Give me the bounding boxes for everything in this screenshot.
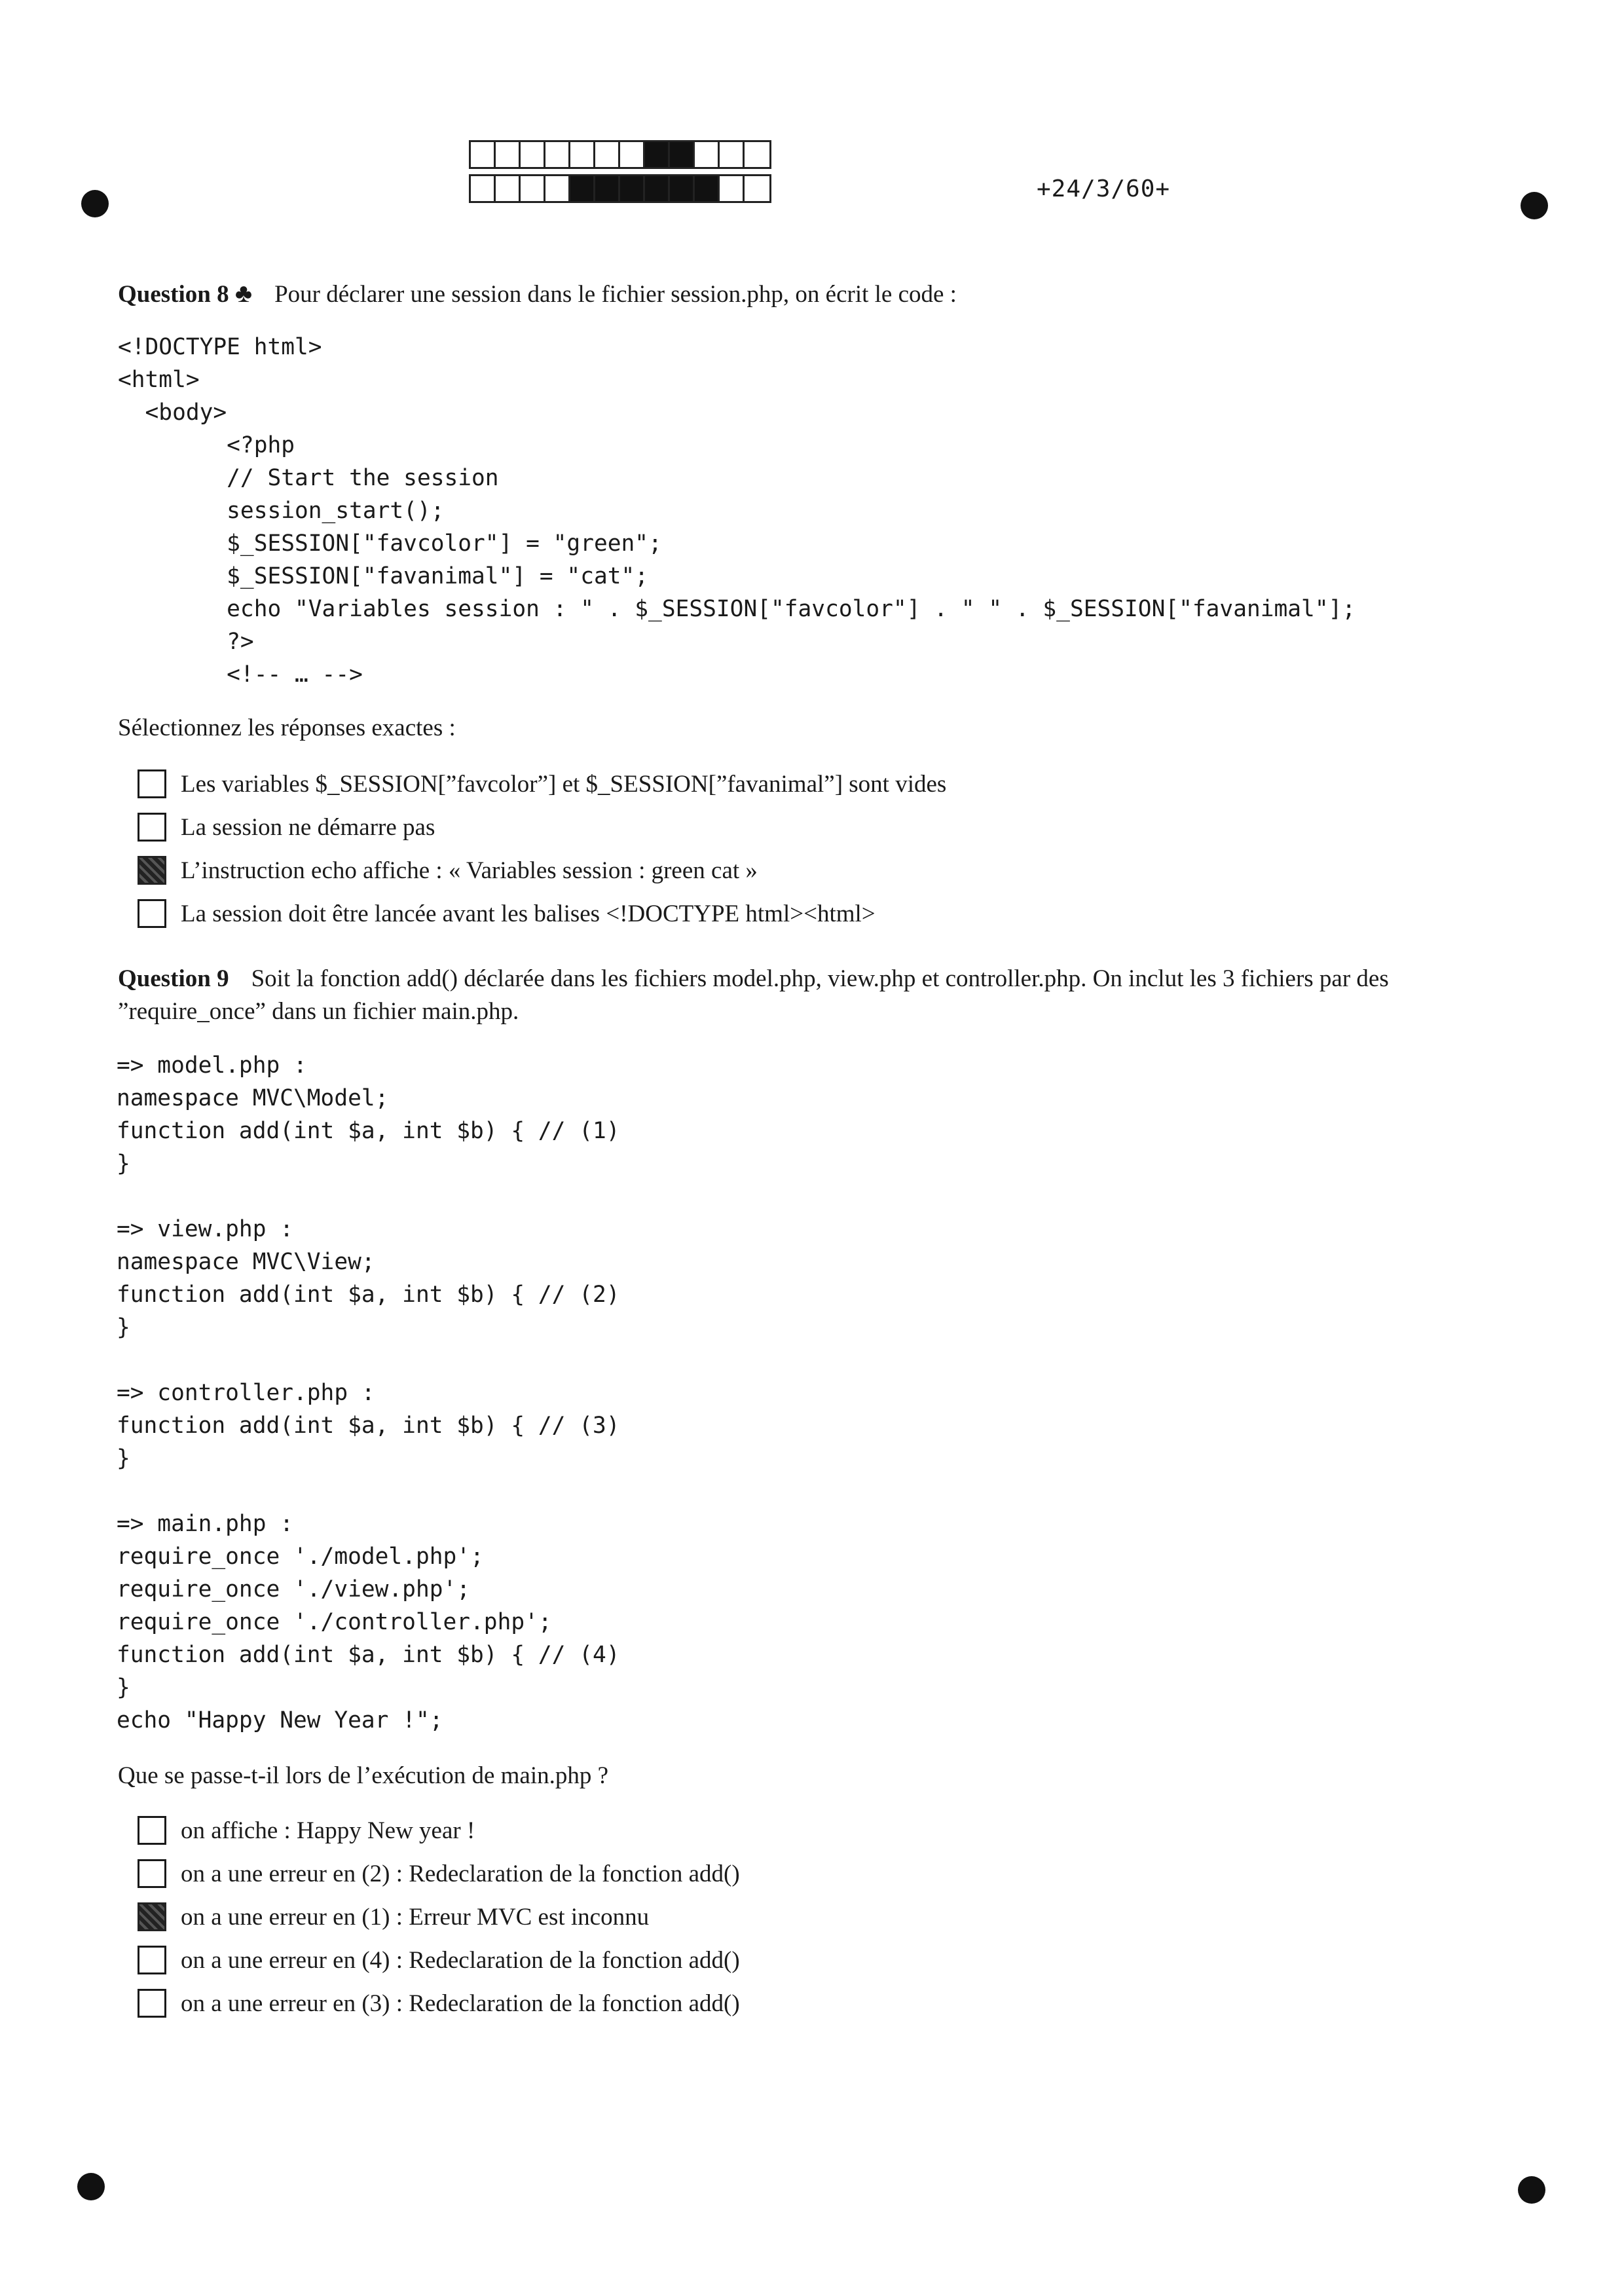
question-9-code: => model.php : namespace MVC\Model; function add(int $a, int $b) { // (1) } => view.php : namespace MVC\View; function add(int $a, int $b) { // (2) } => controller.php : function add(int $a, int $b) { // (3) } => main.php : require_once './model.php'; require_once './view.php'; require_once './controller.php'; function add(int $a, int $b) { // (4) } echo "Happy New Year !"; <box>117 1052 620 1733</box>
answer-label: on a une erreur en (4) : Redeclaration de la fonction add() <box>181 1946 740 1974</box>
answer-option[interactable] <box>138 1938 740 1982</box>
answer-option[interactable] <box>138 805 946 849</box>
answer-label: on a une erreur en (3) : Redeclaration de la fonction add() <box>181 1990 740 2017</box>
question-9-statement <box>118 963 1513 1028</box>
answer-option[interactable] <box>138 1852 740 1895</box>
barcode-row-1 <box>469 140 771 169</box>
answer-label: La session ne démarre pas <box>181 813 435 841</box>
question-9-prompt: Que se passe-t-il lors de l’exécution de main.php ? <box>118 1762 609 1789</box>
barcode-cell <box>595 176 620 201</box>
answer-label: Les variables $_SESSION[”favcolor”] et $_SESSION[”favanimal”] sont vides <box>181 770 947 798</box>
answer-option[interactable] <box>138 1982 740 2025</box>
answer-checkbox[interactable] <box>138 1946 166 1974</box>
barcode-cell <box>521 142 545 167</box>
question-8-statement <box>118 277 957 311</box>
answer-option[interactable] <box>138 892 946 935</box>
barcode-cell <box>645 176 670 201</box>
club-icon: ♣ <box>234 278 253 308</box>
barcode-cell <box>471 176 496 201</box>
answer-option[interactable] <box>138 1809 740 1852</box>
answer-checkbox[interactable] <box>138 856 166 885</box>
question-8-text: Pour déclarer une session dans le fichier session.php, on écrit le code : <box>274 281 957 308</box>
answer-label: on a une erreur en (2) : Redeclaration de la fonction add() <box>181 1860 740 1887</box>
answer-option[interactable] <box>138 849 946 892</box>
barcode-cell <box>521 176 545 201</box>
barcode-cell <box>670 176 695 201</box>
barcode-cell <box>471 142 496 167</box>
question-8-answers <box>138 762 946 935</box>
answer-checkbox[interactable] <box>138 1859 166 1888</box>
barcode-cell <box>695 176 720 201</box>
registration-dot-bottom-left <box>77 2173 105 2200</box>
barcode-cell <box>496 176 521 201</box>
question-9-title: Question 9 <box>118 965 229 992</box>
barcode-cell <box>620 142 645 167</box>
question-8-title: Question 8 ♣ <box>118 278 253 308</box>
barcode-cell <box>595 142 620 167</box>
barcode-cell <box>545 142 570 167</box>
registration-dot-top-right <box>1521 192 1548 219</box>
registration-dot-bottom-right <box>1518 2176 1545 2204</box>
barcode-cell <box>670 142 695 167</box>
question-8-code: <!DOCTYPE html> <html> <body> <?php // Start the session session_start(); $_SESSION["favcolor"] = "green"; $_SESSION["favanimal"] = "cat"; echo "Variables session : " . $_SESSION["favcolor"] . " " . $_SESSION["favanimal"]; ?> <!-- … --> <box>118 334 1356 688</box>
answer-checkbox[interactable] <box>138 813 166 842</box>
answer-option[interactable] <box>138 1895 740 1938</box>
barcode-cell <box>645 142 670 167</box>
answer-label: on a une erreur en (1) : Erreur MVC est inconnu <box>181 1903 650 1931</box>
barcode-cell <box>545 176 570 201</box>
registration-dot-top-left <box>81 190 109 217</box>
question-9-answers <box>138 1809 740 2025</box>
question-8-prompt: Sélectionnez les réponses exactes : <box>118 714 456 741</box>
answer-label: La session doit être lancée avant les balises <!DOCTYPE html><html> <box>181 900 876 927</box>
answer-checkbox[interactable] <box>138 1902 166 1931</box>
barcode-cell <box>745 142 769 167</box>
answer-checkbox[interactable] <box>138 769 166 798</box>
question-9-text: Soit la fonction add() déclarée dans les fichiers model.php, view.php et controller.php. On inclut les 3 fichiers par des ”require_once” dans un fichier main.php. <box>118 965 1389 1025</box>
barcode-cell <box>745 176 769 201</box>
barcode-cell <box>720 176 745 201</box>
barcode-cell <box>570 176 595 201</box>
answer-label: on affiche : Happy New year ! <box>181 1817 475 1844</box>
answer-checkbox[interactable] <box>138 1816 166 1845</box>
barcode-cell <box>695 142 720 167</box>
barcode-cell <box>720 142 745 167</box>
answer-label: L’instruction echo affiche : « Variables session : green cat » <box>181 857 758 884</box>
answer-checkbox[interactable] <box>138 1989 166 2018</box>
barcode-cell <box>570 142 595 167</box>
page-code: +24/3/60+ <box>1037 176 1171 202</box>
answer-option[interactable] <box>138 762 946 805</box>
barcode-cell <box>496 142 521 167</box>
barcode-cell <box>620 176 645 201</box>
answer-checkbox[interactable] <box>138 899 166 928</box>
barcode-row-2 <box>469 174 771 203</box>
